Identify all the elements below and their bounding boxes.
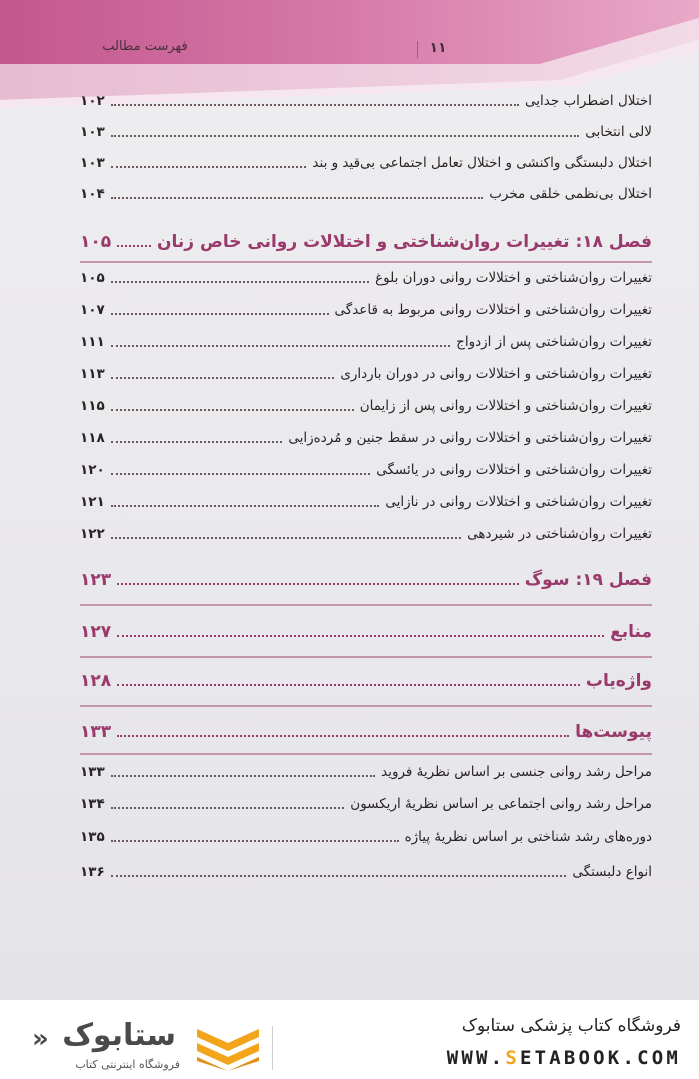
- footer-divider: [272, 1026, 273, 1070]
- dot-leader: [111, 135, 579, 137]
- url-accent: S: [505, 1047, 520, 1069]
- chapter-rule: [80, 261, 652, 263]
- dot-leader: [111, 775, 375, 777]
- dot-leader: [111, 281, 369, 283]
- toc-entry[interactable]: [80, 864, 652, 880]
- dot-leader: [111, 505, 380, 507]
- toc-entry-page: ۱۰۷: [80, 302, 105, 318]
- header-divider: [417, 41, 418, 58]
- dot-leader: [111, 313, 329, 315]
- toc-entry[interactable]: [80, 764, 652, 780]
- toc-entry-title: تغییرات روان‌شناختی و اختلالات روانی در نازایی: [385, 494, 652, 510]
- logo-subtitle: فروشگاه اینترنتی کتاب: [75, 1058, 180, 1071]
- toc-entry-page: ۱۰۳: [80, 124, 105, 140]
- dot-leader: [111, 537, 461, 539]
- toc-entry-title: تغییرات روان‌شناختی و اختلالات روانی مربوط به قاعدگی: [334, 302, 652, 318]
- dot-leader: [111, 104, 519, 106]
- dot-leader: [111, 345, 450, 347]
- toc-entry[interactable]: [80, 430, 652, 446]
- url-prefix: WWW.: [446, 1047, 506, 1069]
- toc-entry-title: لالی انتخابی: [585, 124, 652, 140]
- chapter-page: ۱۳۳: [80, 722, 112, 742]
- header-title: فهرست مطالب: [102, 39, 188, 54]
- toc-entry-page: ۱۱۵: [80, 398, 105, 414]
- store-logo[interactable]: [26, 1018, 186, 1074]
- logo-word: ستابوک: [62, 1018, 176, 1053]
- toc-entry-title: تغییرات روان‌شناختی و اختلالات روانی پس از زایمان: [359, 398, 652, 414]
- toc-entry-page: ۱۰۳: [80, 155, 105, 171]
- dot-leader: [111, 377, 335, 379]
- toc-entry-title: اختلال دلبستگی واکنشی و اختلال تعامل اجتماعی بی‌قید و بند: [312, 155, 652, 171]
- toc-entry-page: ۱۲۰: [80, 462, 105, 478]
- dot-leader: [111, 840, 399, 842]
- toc-entry-title: تغییرات روان‌شناختی پس از ازدواج: [456, 334, 652, 350]
- toc-entry-page: ۱۱۸: [80, 430, 105, 446]
- toc-entry[interactable]: [80, 124, 652, 140]
- store-url[interactable]: [447, 1047, 681, 1069]
- toc-entry[interactable]: [80, 93, 652, 109]
- toc-entry-title: مراحل رشد روانی جنسی بر اساس نظریهٔ فروید: [381, 764, 652, 780]
- chapter-title: پیوست‌ها: [575, 722, 652, 742]
- toc-entry-page: ۱۳۶: [80, 864, 105, 880]
- page-number: ۱۱: [429, 40, 447, 56]
- chapter-19-heading[interactable]: [80, 570, 652, 590]
- dot-leader: [111, 166, 307, 168]
- toc-entry-title: تغییرات روان‌شناختی و اختلالات روانی در سقط جنین و مُرده‌زایی: [288, 430, 652, 446]
- dot-leader: [117, 583, 519, 585]
- dot-leader: [111, 409, 354, 411]
- dot-leader: [111, 807, 345, 809]
- toc-entry-page: ۱۲۱: [80, 494, 105, 510]
- toc-entry-title: انواع دلبستگی: [572, 864, 652, 880]
- toc-entry-title: مراحل رشد روانی اجتماعی بر اساس نظریهٔ اریکسون: [350, 796, 652, 812]
- toc-entry-page: ۱۰۲: [80, 93, 105, 109]
- dot-leader: [111, 875, 567, 877]
- toc-entry-title: اختلال اضطراب جدایی: [524, 93, 652, 109]
- toc-entry-page: ۱۰۴: [80, 186, 105, 202]
- toc-entry[interactable]: [80, 302, 652, 318]
- toc-entry[interactable]: [80, 829, 652, 845]
- toc-entry[interactable]: [80, 270, 652, 286]
- toc-entry-title: تغییرات روان‌شناختی در شیردهی: [467, 526, 652, 542]
- toc-entry-page: ۱۰۵: [80, 270, 105, 286]
- toc-entry-page: ۱۳۵: [80, 829, 105, 845]
- glossary-heading[interactable]: [80, 671, 652, 691]
- chapter-rule: [80, 705, 652, 707]
- logo-arrows-icon: «: [32, 1024, 49, 1054]
- store-name: فروشگاه کتاب پزشکی ستابوک: [461, 1016, 681, 1036]
- store-footer: [0, 1000, 699, 1079]
- toc-entry[interactable]: [80, 494, 652, 510]
- toc-entry-title: دوره‌های رشد شناختی بر اساس نظریهٔ پیاژه: [404, 829, 652, 845]
- toc-entry-page: ۱۱۳: [80, 366, 105, 382]
- toc-entry[interactable]: [80, 186, 652, 202]
- toc-entry-title: تغییرات روان‌شناختی و اختلالات روانی در یائسگی: [376, 462, 652, 478]
- toc-entry[interactable]: [80, 796, 652, 812]
- toc-entry[interactable]: [80, 398, 652, 414]
- toc-entry[interactable]: [80, 366, 652, 382]
- dot-leader: [117, 635, 604, 637]
- chapter-title: منابع: [610, 622, 652, 642]
- toc-entry[interactable]: [80, 462, 652, 478]
- chapter-title: فصل ۱۸: تغییرات روان‌شناختی و اختلالات روانی خاص زنان: [156, 232, 652, 252]
- chapter-page: ۱۲۷: [80, 622, 112, 642]
- chapter-page: ۱۰۵: [80, 232, 112, 252]
- toc-entry[interactable]: [80, 526, 652, 542]
- dot-leader: [117, 245, 151, 247]
- url-rest: ETABOOK.COM: [519, 1047, 681, 1069]
- chapter-rule: [80, 656, 652, 658]
- toc-entry-page: ۱۳۴: [80, 796, 105, 812]
- dot-leader: [111, 197, 483, 199]
- chapter-rule: [80, 604, 652, 606]
- toc-entry-page: ۱۱۱: [80, 334, 105, 350]
- toc-entry[interactable]: [80, 155, 652, 171]
- book-stack-icon: [193, 1023, 263, 1071]
- appendices-heading[interactable]: [80, 722, 652, 742]
- dot-leader: [117, 684, 580, 686]
- toc-entry-page: ۱۳۳: [80, 764, 105, 780]
- toc-entry-title: تغییرات روان‌شناختی و اختلالات روانی دوران بلوغ: [375, 270, 652, 286]
- chapter-title: فصل ۱۹: سوگ: [524, 570, 652, 590]
- toc-entry-title: اختلال بی‌نظمی خلقی مخرب: [489, 186, 652, 202]
- chapter-page: ۱۲۸: [80, 671, 112, 691]
- dot-leader: [111, 441, 283, 443]
- references-heading[interactable]: [80, 622, 652, 642]
- toc-entry-page: ۱۲۲: [80, 526, 105, 542]
- chapter-18-heading[interactable]: [80, 232, 652, 252]
- chapter-title: واژه‌یاب: [585, 671, 652, 691]
- toc-entry[interactable]: [80, 334, 652, 350]
- chapter-page: ۱۲۳: [80, 570, 112, 590]
- toc-entry-title: تغییرات روان‌شناختی و اختلالات روانی در دوران بارداری: [340, 366, 652, 382]
- dot-leader: [117, 735, 569, 737]
- chapter-rule: [80, 753, 652, 755]
- dot-leader: [111, 473, 370, 475]
